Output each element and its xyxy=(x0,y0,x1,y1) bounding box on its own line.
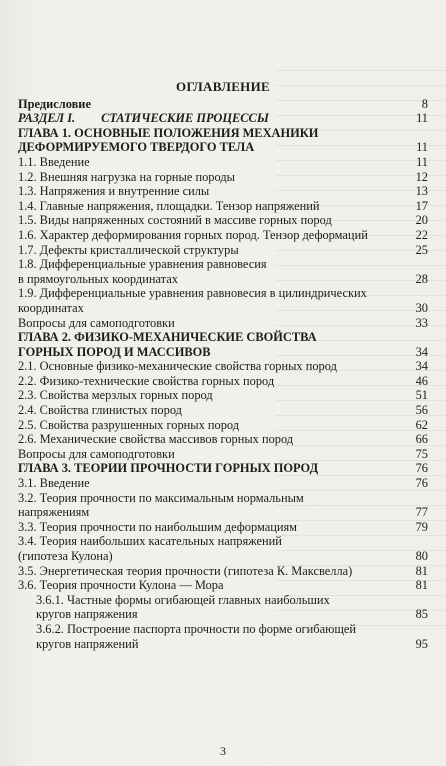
toc-entry-label: 2.3. Свойства мерзлых горных пород xyxy=(18,388,213,403)
toc-entry-label: 2.6. Механические свойства массивов горных пород xyxy=(18,432,294,447)
chapter-title-line: ГЛАВА 2. ФИЗИКО-МЕХАНИЧЕСКИЕ СВОЙСТВА xyxy=(18,330,317,345)
section-title: СТАТИЧЕСКИЕ ПРОЦЕССЫ xyxy=(101,111,269,126)
toc-entry-page: 51 xyxy=(415,388,428,403)
toc-entry-label: 2.1. Основные физико-механические свойства горных пород xyxy=(18,359,337,374)
toc-entry-text xyxy=(18,257,410,286)
toc-entry-text xyxy=(18,578,410,593)
toc-entry-text xyxy=(18,520,410,535)
toc-entry-page: 33 xyxy=(415,315,428,330)
toc-entry xyxy=(18,447,428,462)
toc-entry xyxy=(18,111,428,126)
toc-entry xyxy=(18,97,428,112)
toc-entry-label: Предисловие xyxy=(18,96,91,111)
toc-entry-text xyxy=(18,199,410,214)
page-number: 3 xyxy=(220,744,226,758)
toc-entry-label: Вопросы для самоподготовки xyxy=(18,446,175,461)
toc-entry-page: 56 xyxy=(415,403,428,418)
toc-entry-page: 95 xyxy=(415,636,428,651)
toc-entry-label: 1.5. Виды напряженных состояний в массиве горных пород xyxy=(18,213,332,228)
toc-entry-label: 1.8. Дифференциальные уравнения равновесия xyxy=(18,257,267,272)
toc-entry-label-cont: в прямоугольных координатах xyxy=(18,271,178,286)
toc-entry-page: 81 xyxy=(415,578,428,593)
toc-entry-text xyxy=(18,213,410,228)
toc-entry xyxy=(18,403,428,418)
toc-entry-label: 3.5. Энергетическая теория прочности (гипотеза К. Максвелла) xyxy=(18,563,353,578)
chapter-title-line: ГЛАВА 1. ОСНОВНЫЕ ПОЛОЖЕНИЯ МЕХАНИКИ xyxy=(18,125,319,140)
toc-entry xyxy=(18,578,428,593)
toc-entry-page: 77 xyxy=(415,505,428,520)
toc-entry-text xyxy=(18,374,410,389)
toc-entry-page: 34 xyxy=(415,344,428,359)
toc-entry xyxy=(18,126,428,155)
section-label: РАЗДЕЛ I. xyxy=(18,111,76,126)
toc-entry xyxy=(18,286,428,315)
toc-entry-page: 30 xyxy=(415,300,428,315)
toc-entry-text xyxy=(18,461,410,476)
toc-entry-label: 3.3. Теория прочности по наибольшим деформациям xyxy=(18,519,298,534)
toc-entry-text xyxy=(18,228,410,243)
chapter-title-line: ГОРНЫХ ПОРОД И МАССИВОВ xyxy=(18,344,211,359)
toc-entry-page: 80 xyxy=(415,549,428,563)
toc-entry xyxy=(18,534,428,563)
toc-entry-page: 79 xyxy=(415,519,428,534)
toc-entry-text xyxy=(18,126,410,155)
toc-entry-text xyxy=(18,491,410,520)
toc-entry-label: 3.2. Теория прочности по максимальным нормальным xyxy=(18,490,304,505)
toc-entry xyxy=(18,374,428,389)
toc-entry xyxy=(18,432,428,447)
toc-entry xyxy=(18,330,428,359)
toc-entry-page: 46 xyxy=(415,373,428,388)
toc-entry-label: 2.4. Свойства глинистых пород xyxy=(18,403,182,418)
toc-entry-page: 17 xyxy=(415,198,428,213)
toc-entry-text xyxy=(18,432,410,447)
toc-entry-text xyxy=(18,170,410,185)
toc-entry-page: 22 xyxy=(415,227,428,242)
toc-entry xyxy=(18,388,428,403)
toc-entry-label: 1.2. Внешняя нагрузка на горные породы xyxy=(18,169,235,184)
toc-entry-page: 28 xyxy=(415,271,428,286)
toc-entry-page: 12 xyxy=(415,169,428,184)
toc-entry-label-cont: (гипотеза Кулона) xyxy=(18,549,113,563)
chapter-title-line: ДЕФОРМИРУЕМОГО ТВЕРДОГО ТЕЛА xyxy=(18,140,255,155)
toc-entry-page: 34 xyxy=(415,359,428,374)
toc-list xyxy=(18,97,428,652)
toc-entry-page: 85 xyxy=(415,607,428,622)
toc-entry xyxy=(18,476,428,491)
toc-entry xyxy=(18,520,428,535)
toc-entry-label: 3.1. Введение xyxy=(18,476,90,491)
toc-entry-text xyxy=(18,316,410,331)
toc-entry-text xyxy=(18,418,410,433)
toc-entry-label: 1.3. Напряжения и внутренние силы xyxy=(18,184,210,199)
chapter-title-line: ГЛАВА 3. ТЕОРИИ ПРОЧНОСТИ ГОРНЫХ ПОРОД xyxy=(18,461,319,476)
toc-entry-page: 13 xyxy=(415,184,428,199)
toc-entry xyxy=(18,155,428,170)
toc-entry-text xyxy=(18,330,410,359)
toc-entry xyxy=(18,359,428,374)
toc-entry-page: 11 xyxy=(416,140,428,155)
toc-entry-page: 66 xyxy=(415,432,428,447)
toc-entry xyxy=(18,418,428,433)
toc-entry-label: 3.6. Теория прочности Кулона — Мора xyxy=(18,578,224,593)
toc-entry xyxy=(18,243,428,258)
toc-subentry-label-cont: кругов напряжения xyxy=(36,607,138,622)
toc-entry-text xyxy=(18,388,410,403)
toc-entry-text xyxy=(18,564,410,579)
toc-entry xyxy=(18,491,428,520)
toc-entry-page: 25 xyxy=(415,242,428,257)
toc-entry-page: 11 xyxy=(416,111,428,126)
toc-entry-page: 81 xyxy=(415,563,428,578)
toc-entry-text xyxy=(18,359,410,374)
toc-entry-label: 3.4. Теория наибольших касательных напряжений xyxy=(18,534,282,549)
table-of-contents xyxy=(18,80,428,651)
toc-entry-text xyxy=(18,97,410,112)
toc-entry-label: 2.2. Физико-технические свойства горных пород xyxy=(18,373,275,388)
toc-entry-label-cont: напряжениям xyxy=(18,505,90,520)
toc-entry-text xyxy=(18,155,410,170)
toc-entry xyxy=(18,228,428,243)
toc-entry-text xyxy=(18,447,410,462)
toc-entry-label: 1.6. Характер деформирования горных пород. Тензор деформаций xyxy=(18,227,368,242)
toc-entry-text xyxy=(18,622,410,651)
toc-entry xyxy=(18,593,428,622)
toc-entry xyxy=(18,170,428,185)
toc-entry-page: 76 xyxy=(415,461,428,476)
toc-entry-label: 1.1. Введение xyxy=(18,154,90,169)
toc-entry xyxy=(18,257,428,286)
toc-entry xyxy=(18,213,428,228)
toc-entry-text xyxy=(18,593,410,622)
toc-entry xyxy=(18,564,428,579)
toc-entry xyxy=(18,199,428,214)
toc-entry-page: 75 xyxy=(415,446,428,461)
toc-title: ОГЛАВЛЕНИЕ xyxy=(176,79,270,94)
toc-subentry-label: 3.6.1. Частные формы огибающей главных наибольших xyxy=(36,592,330,607)
toc-subentry-label: 3.6.2. Построение паспорта прочности по форме огибающей xyxy=(36,621,356,636)
toc-entry-text xyxy=(18,184,410,199)
toc-entry-text xyxy=(18,111,410,126)
toc-entry-label: 2.5. Свойства разрушенных горных пород xyxy=(18,417,240,432)
toc-entry-text xyxy=(18,476,410,491)
toc-entry xyxy=(18,184,428,199)
toc-entry-text xyxy=(18,534,410,563)
toc-entry-page: 8 xyxy=(421,96,428,111)
toc-entry-label-cont: координатах xyxy=(18,300,84,315)
toc-entry-text xyxy=(18,403,410,418)
toc-entry-text xyxy=(18,243,410,258)
toc-entry xyxy=(18,316,428,331)
toc-entry-page: 11 xyxy=(416,154,428,169)
toc-entry-label: 1.4. Главные напряжения, площадки. Тензор напряжений xyxy=(18,198,320,213)
toc-entry-page: 76 xyxy=(415,476,428,491)
toc-subentry-label-cont: кругов напряжений xyxy=(36,636,139,651)
toc-entry-label: 1.9. Дифференциальные уравнения равновесия в цилиндрических xyxy=(18,286,367,301)
toc-entry-text xyxy=(18,286,410,315)
toc-entry xyxy=(18,461,428,476)
toc-entry-label: 1.7. Дефекты кристаллической структуры xyxy=(18,242,239,257)
toc-entry xyxy=(18,622,428,651)
toc-entry-page: 62 xyxy=(415,417,428,432)
toc-entry-page: 20 xyxy=(415,213,428,228)
toc-entry-label: Вопросы для самоподготовки xyxy=(18,315,175,330)
